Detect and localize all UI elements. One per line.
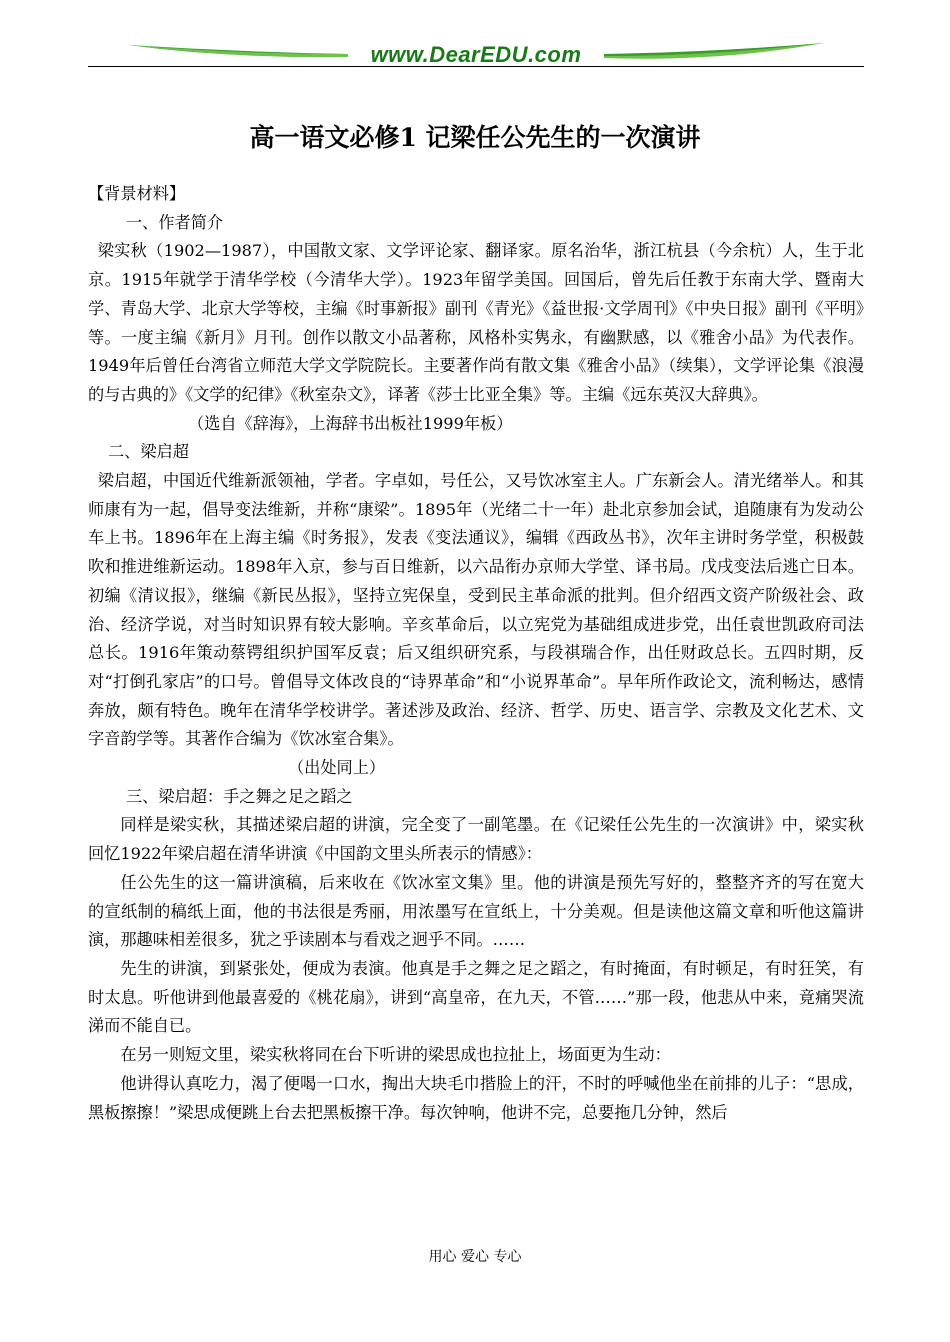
page-footer: 用心 爱心 专心 <box>428 1249 522 1265</box>
liang-qichao-paragraph: 梁启超，中国近代维新派领袖，学者。字卓如，号任公，又号饮冰室主人。广东新会人。清光绪举人。和其师康有为一起，倡导变法维新，并称“康梁”。1895年（光绪二十一年）赴北京参加会试，追随康有为发动公车上书。1896年在上海主编《时务报》，发表《变法通议》，编辑《西政丛书》，次年主讲时务学堂，积极鼓吹和推进维新运动。1898年入京，参与百日维新，以六品衔办京师大学堂、译书局。戊戌变法后逃亡日本。初编《清议报》，继编《新民丛报》，坚持立宪保皇，受到民主革命派的批判。但介绍西文资产阶级社会、政治、经济学说，对当时知识界有较大影响。辛亥革命后，以立宪党为基础组成进步党，出任袁世凯政府司法总长。1916年策动蔡锷组织护国军反袁；后又组织研究系，与段祺瑞合作，出任财政总长。五四时期，反对“打倒孔家店”的口号。曾倡导文体改良的“诗界革命”和“小说界革命”。早年所作政论文，流利畅达，感情奔放，颇有特色。晚年在清华学校讲学。著述涉及政治、经济、哲学、历史、语言学、宗教及文化艺术、文字音韵学等。其著作合编为《饮冰室合集》。 <box>88 471 864 749</box>
background-label: 【背景材料】 <box>88 184 186 203</box>
section-heading-speech: 三、梁启超：手之舞之足之蹈之 <box>126 786 353 806</box>
speech-paragraph-3: 先生的讲演，到紧张处，便成为表演。他真是手之舞之足之蹈之，有时掩面，有时顿足，有时狂笑，有时太息。听他讲到他最喜爱的《桃花扇》，讲到“高皇帝，在九天，不管……”那一段，他悲从中来，竟痛哭流涕而不能自已。 <box>88 958 864 1036</box>
document-body <box>88 180 864 1127</box>
author-intro-paragraph: 梁实秋（1902—1987），中国散文家、文学评论家、翻译家。原名治华，浙江杭县（今余杭）人，生于北京。1915年就学于清华学校（今清华大学）。1923年留学美国。回国后，曾先后任教于东南大学、暨南大学、青岛大学、北京大学等校，主编《时事新报》副刊《青光》《益世报·文学周刊》《中央日报》副刊《平明》等。一度主编《新月》月刊。创作以散文小品著称，风格朴实隽永，有幽默感，以《雅舍小品》为代表作。1949年后曾任台湾省立师范大学文学院院长。主要著作尚有散文集《雅舍小品》（续集），文学评论集《浪漫的与古典的》《文学的纪律》《秋室杂文》，译著《莎士比亚全集》等。主编《远东英汉大辞典》。 <box>88 241 864 404</box>
site-header-banner <box>88 30 864 70</box>
speech-paragraph-5: 他讲得认真吃力，渴了便喝一口水，掏出大块毛巾揩脸上的汗，不时的呼喊他坐在前排的儿子：“思成，黑板擦擦！”梁思成便跳上台去把黑板擦干净。每次钟响，他讲不完，总要拖几分钟，然后 <box>88 1073 864 1122</box>
source-citation-same: （出处同上） <box>288 758 386 778</box>
header-rule <box>88 66 864 67</box>
speech-paragraph-2: 任公先生的这一篇讲演稿，后来收在《饮冰室文集》里。他的讲演是预先写好的，整整齐齐的写在宽大的宣纸制的稿纸上面，他的书法很是秀丽，用浓墨写在宣纸上，十分美观。但是读他这篇文章和听他这篇讲演，那趣味相差很多，犹之乎读剧本与看戏之迥乎不同。…… <box>88 872 864 950</box>
section-heading-liang-qichao: 二、梁启超 <box>108 442 189 462</box>
source-citation: （选自《辞海》，上海辞书出板社1999年板） <box>188 413 513 433</box>
page-title: 高一语文必修1 记梁任公先生的一次演讲 <box>249 123 701 152</box>
site-brand: www.DearEDU.com <box>370 42 582 67</box>
section-heading-author: 一、作者简介 <box>126 212 224 232</box>
speech-paragraph-4: 在另一则短文里，梁实秋将同在台下听讲的梁思成也拉扯上，场面更为生动： <box>120 1045 671 1065</box>
speech-paragraph-1: 同样是梁实秋，其描述梁启超的讲演，完全变了一副笔墨。在《记梁任公先生的一次演讲》中，梁实秋回忆1922年梁启超在清华讲演《中国韵文里头所表示的情感》： <box>88 815 864 864</box>
